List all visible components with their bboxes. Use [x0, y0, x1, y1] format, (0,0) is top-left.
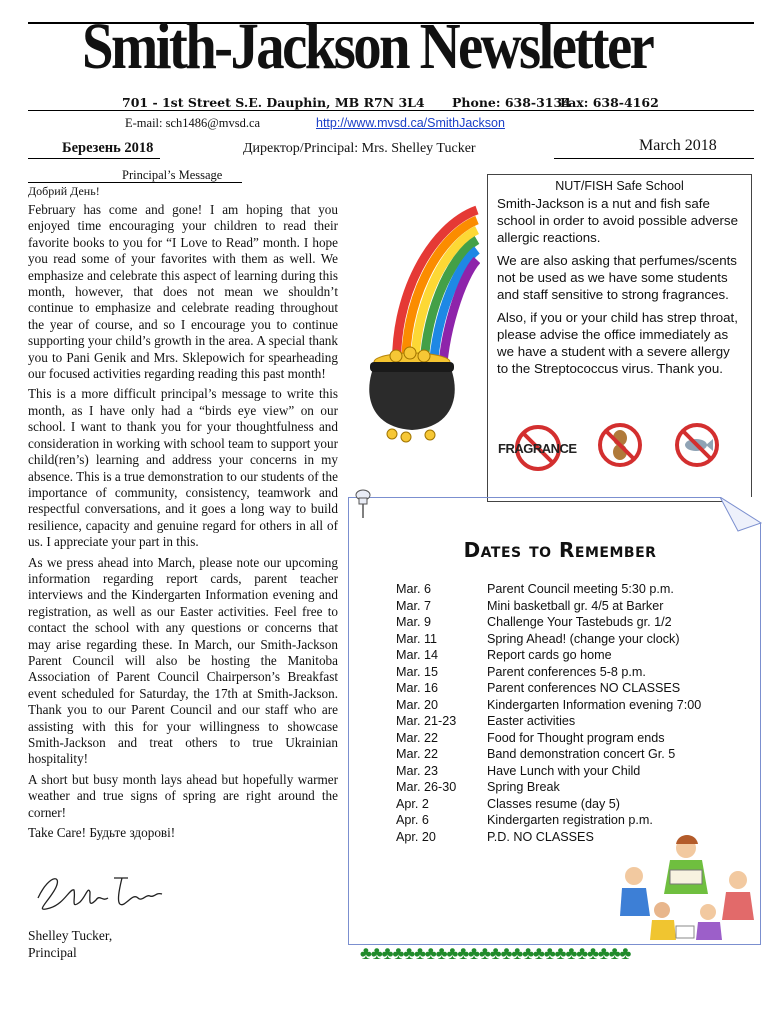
date-event: P.D. NO CLASSES [487, 829, 594, 844]
date-label: Mar. 14 [396, 648, 438, 662]
date-label: Mar. 22 [396, 747, 438, 761]
signature-name: Shelley Tucker, [28, 928, 113, 943]
date-event: Parent Council meeting 5:30 p.m. [487, 582, 674, 596]
date-label: Mar. 16 [396, 681, 438, 695]
date-row [396, 797, 620, 811]
date-event: Parent conferences 5-8 p.m. [487, 664, 646, 679]
date-event: Spring Ahead! (change your clock) [487, 631, 680, 646]
principal-message-body [28, 202, 338, 845]
date-label: Mar. 9 [396, 615, 431, 629]
nut-fish-text [497, 195, 743, 383]
pushpin-icon [348, 486, 378, 520]
date-event: Easter activities [487, 714, 576, 728]
date-event: Kindergarten registration p.m. [487, 813, 653, 827]
date-label: Mar. 22 [396, 730, 438, 745]
dates-heading [400, 538, 720, 562]
newsletter-title: Smith-Jackson Newsletter [82, 10, 653, 83]
no-fish-icon [674, 422, 720, 468]
date-event: Report cards go home [487, 648, 612, 662]
principal-message-heading: Principal’s Message [122, 168, 223, 182]
date-event: Kindergarten Information evening 7:00 [487, 697, 702, 712]
nut-fish-paragraph-1: Smith-Jackson is a nut and fish safe school in order to avoid possible adverse allergic reactions. [497, 196, 738, 245]
date-event: Classes resume (day 5) [487, 796, 620, 811]
nut-fish-title: NUT/FISH Safe School [555, 179, 684, 193]
date-row [396, 632, 680, 646]
school-fax: Fax: 638-4162 [560, 95, 659, 110]
date-row [396, 665, 646, 679]
date-label: Apr. 2 [396, 796, 429, 811]
no-fragrance-icon [498, 424, 578, 472]
date-row [396, 731, 665, 745]
school-website-link[interactable]: http://www.mvsd.ca/SmithJackson [316, 116, 505, 130]
issue-month-ukrainian: Березень 2018 [62, 140, 154, 156]
date-row [396, 615, 672, 629]
date-label: Mar. 11 [396, 631, 438, 646]
rainbow-pot-of-gold-image [352, 196, 480, 444]
issue-rule-left [28, 158, 160, 159]
issue-rule-right [554, 158, 754, 159]
date-row [396, 648, 612, 662]
date-label: Mar. 21-23 [396, 714, 457, 728]
date-label: Mar. 20 [396, 697, 438, 712]
date-row [396, 714, 575, 728]
date-row [396, 830, 594, 844]
date-event: Challenge Your Tastebuds gr. 1/2 [487, 615, 672, 629]
masthead-rule [28, 110, 754, 111]
no-nuts-icon [597, 422, 643, 468]
shamrock-border: ♣♣♣♣♣♣♣♣♣♣♣♣♣♣♣♣♣♣♣♣♣♣♣♣♣ [360, 943, 631, 963]
date-event: Have Lunch with your Child [487, 763, 641, 778]
message-heading-rule [28, 182, 242, 183]
school-address: 701 - 1st Street S.E. Dauphin, MB R7N 3L4 [122, 95, 425, 110]
reading-children-image [612, 830, 760, 942]
greeting: Добрий День! [28, 184, 100, 198]
issue-month-english: March 2018 [639, 137, 717, 154]
date-label: Mar. 15 [396, 664, 438, 679]
message-paragraph-1: February has come and gone! I am hoping that you enjoyed time encouraging your children to read their favorite books to you for “I Love to Read” month. I hope you read some of your favorites with them as well. We emphasize and celebrate this aspect of learning during this month, however, that does not mean we shouldn’t continue to emphasize and celebrate reading throughout the year of course, and so I encourage you to continue supporting your child’s growth in the area. A special thank you to Pani Genik and Mrs. Sklepowich for spearheading our focused activities regarding reading this past month! [28, 202, 338, 382]
date-row [396, 582, 674, 596]
date-label: Mar. 26-30 [396, 780, 457, 794]
date-event: Mini basketball gr. 4/5 at Barker [487, 598, 664, 613]
date-row [396, 599, 663, 613]
nut-fish-paragraph-3: Also, if you or your child has strep throat, please advise the office immediately as we have a student with a severe allergy to the Streptococcus virus. Thank you. [497, 310, 738, 376]
date-label: Mar. 23 [396, 763, 438, 778]
message-paragraph-4: A short but busy month lays ahead but hopefully warmer weather and true signs of spring are right around the corner! [28, 771, 338, 820]
date-event: Spring Break [487, 780, 560, 794]
date-row [396, 764, 640, 778]
fragrance-label: FRAGRANCE [498, 441, 577, 456]
closing: Take Care! Будьте здорові! [28, 825, 176, 841]
date-label: Apr. 6 [396, 813, 429, 827]
date-row [396, 698, 701, 712]
school-phone: Phone: 638-3134 [452, 95, 571, 110]
date-label: Mar. 6 [396, 582, 431, 596]
date-event: Band demonstration concert Gr. 5 [487, 747, 676, 761]
date-row [396, 780, 560, 794]
school-email: E-mail: sch1486@mvsd.ca [125, 116, 261, 130]
date-row [396, 681, 680, 695]
date-row [396, 747, 675, 761]
message-paragraph-3: As we press ahead into March, please note our upcoming information regarding report cards, parent teacher interviews and the Kindergarten Information evening and registration, as well as our Easter activities. Feel free to contact the school with any questions or concerns that may arise regarding these. In March, our Smith-Jackson Parent Council will also be hosting the Manitoba Association of Parent Council Chairperson’s Breakfast event scheduled for Saturday, the 17th at Smith-Jackson. Thank you to our Parent Council and our staff who are assisting with this for your willingness to showcase Smith-Jackson and treat others to true Ukrainian hospitality! [28, 554, 338, 767]
date-event: Parent conferences NO CLASSES [487, 681, 681, 695]
principal-line: Директор/Principal: Mrs. Shelley Tucker [243, 141, 476, 156]
signature-image [30, 868, 170, 920]
date-label: Mar. 7 [396, 598, 431, 613]
message-paragraph-2: This is a more difficult principal’s message to write this month, as I have only had a “birds eye view” on our school. I want to thank you for your thoughtfulness and consideration in working with school team to support your child(ren’s) learning and address your concerns in my absence. This is a true demonstration to our students of the importance of community, consistency, teamwork and respectful conversations, and it goes a long way to build resilience, capacity and genuine regard for others in all of us. I appreciate your part in this. [28, 386, 338, 550]
date-label: Apr. 20 [396, 829, 436, 844]
dates-heading-text: Dates to Remember [463, 538, 657, 562]
nut-fish-paragraph-2: We are also asking that perfumes/scents not be used as we have some students and staff sensitive to strong fragrances. [497, 253, 737, 302]
date-event: Food for Thought program ends [487, 730, 665, 745]
date-row [396, 813, 653, 827]
page-curl-corner [720, 497, 762, 533]
signature-title: Principal [28, 945, 77, 960]
